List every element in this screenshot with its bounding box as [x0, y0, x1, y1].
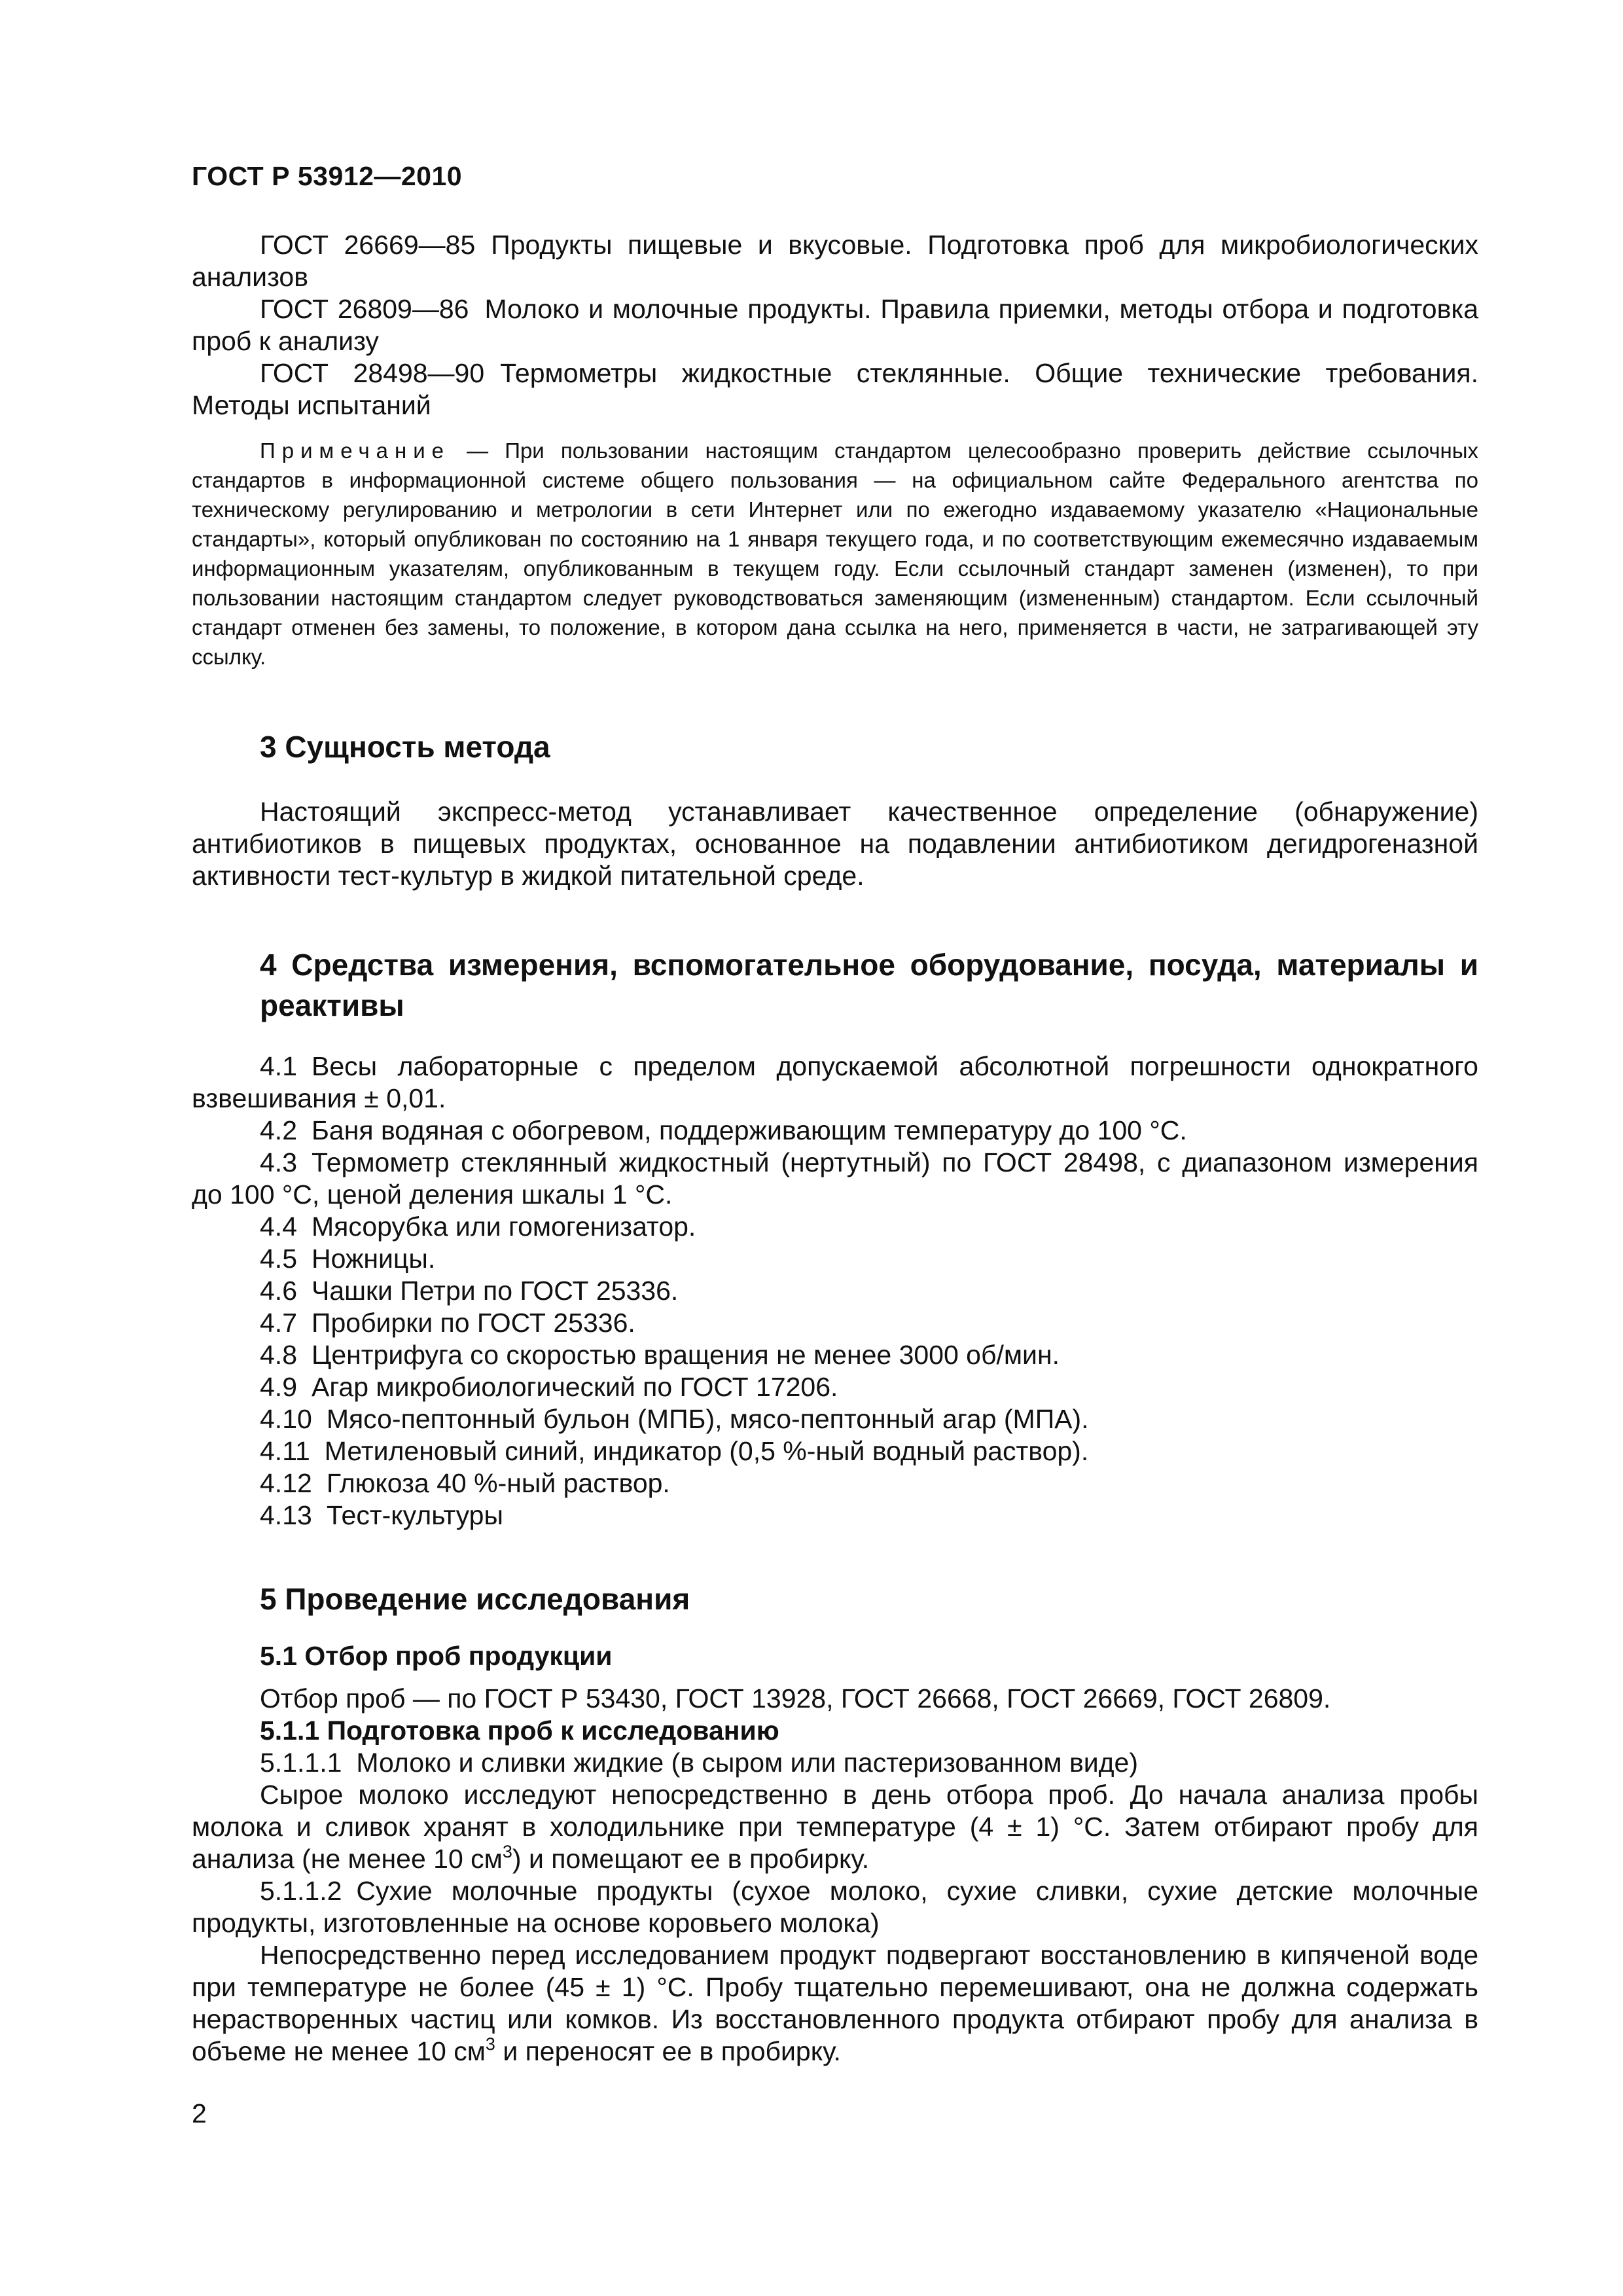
- reference-title: Термометры жидкостные стеклянные. Общие технические требования. Методы испытаний: [192, 358, 1478, 420]
- clause-text: Непосредственно перед исследованием продукт подвергают восстановлению в кипяченой воде при температуре не более (45 ± 1) °С. Пробу тщательно перемешивают, она не должна содержать нерастворенных частиц или комков. Из восстановленного продукта отбирают пробу для анализа в объеме не менее 10 см: [192, 1940, 1478, 2066]
- item-number: 4.9: [260, 1372, 297, 1402]
- item-number: 4.6: [260, 1276, 297, 1306]
- item-text: Мясо-пептонный бульон (МПБ), мясо-пептонный агар (МПА).: [326, 1404, 1089, 1434]
- reference-entry: [192, 293, 1478, 357]
- list-item: [192, 1243, 1478, 1275]
- clause-text-end: ) и помещают ее в пробирку.: [512, 1844, 870, 1874]
- clause-5-1-1-1-text: [192, 1779, 1478, 1875]
- section-3-text: Настоящий экспресс-метод устанавливает качественное определение (обнаружение) антибиотиков в пищевых продуктах, основанное на подавлении антибиотиком дегидрогеназной активности тест-культур в жидкой питательной среде.: [192, 797, 1478, 891]
- list-item: [192, 1211, 1478, 1243]
- document-body: [192, 229, 1478, 2068]
- reference-entry: [192, 357, 1478, 422]
- item-text: Мясорубка или гомогенизатор.: [312, 1211, 696, 1242]
- clause-number: 5.1.1.1: [260, 1748, 342, 1778]
- item-number: 4.5: [260, 1244, 297, 1274]
- clause-number: 5.1.1.2: [260, 1876, 342, 1906]
- clause-5-1-1-2-text: [192, 1939, 1478, 2068]
- item-text: Чашки Петри по ГОСТ 25336.: [312, 1276, 679, 1306]
- item-text: Глюкоза 40 %-ный раствор.: [326, 1468, 670, 1498]
- reference-title: Продукты пищевые и вкусовые. Подготовка проб для микробиологических анализов: [192, 230, 1478, 292]
- reference-code: ГОСТ 28498—90: [260, 358, 485, 388]
- subsection-5-1-1-heading: 5.1.1 Подготовка проб к исследованию: [260, 1715, 779, 1746]
- list-item: [192, 1467, 1478, 1499]
- section-4-heading: 4 Средства измерения, вспомогательное оборудование, посуда, материалы и реактивы: [260, 948, 1478, 1022]
- superscript: 3: [502, 1842, 512, 1861]
- equipment-list: [192, 1050, 1478, 1532]
- clause-title: Молоко и сливки жидкие (в сыром или пастеризованном виде): [356, 1748, 1139, 1778]
- note-paragraph: [192, 436, 1478, 672]
- subsection-5-1-heading: 5.1 Отбор проб продукции: [260, 1641, 613, 1671]
- item-text: Тест-культуры: [326, 1500, 503, 1530]
- list-item: [192, 1339, 1478, 1371]
- item-text: Метиленовый синий, индикатор (0,5 %-ный водный раствор).: [324, 1436, 1089, 1466]
- reference-code: ГОСТ 26809—86: [260, 294, 469, 324]
- list-item: [192, 1115, 1478, 1147]
- item-number: 4.10: [260, 1404, 312, 1434]
- item-text: Ножницы.: [312, 1244, 436, 1274]
- section-5-heading: 5 Проведение исследования: [260, 1582, 690, 1616]
- item-number: 4.8: [260, 1340, 297, 1370]
- item-number: 4.2: [260, 1115, 297, 1145]
- item-number: 4.4: [260, 1211, 297, 1242]
- standard-header: ГОСТ Р 53912—2010: [192, 161, 463, 191]
- item-number: 4.3: [260, 1147, 297, 1177]
- list-item: [192, 1435, 1478, 1467]
- subsection-5-1-text: Отбор проб — по ГОСТ Р 53430, ГОСТ 13928, ГОСТ 26668, ГОСТ 26669, ГОСТ 26809.: [260, 1683, 1331, 1713]
- item-number: 4.13: [260, 1500, 312, 1530]
- item-text: Центрифуга со скоростью вращения не менее 3000 об/мин.: [312, 1340, 1060, 1370]
- list-item: [192, 1403, 1478, 1435]
- item-text: Агар микробиологический по ГОСТ 17206.: [312, 1372, 838, 1402]
- list-item: [192, 1371, 1478, 1403]
- item-text: Весы лабораторные с пределом допускаемой абсолютной погрешности однократного взвешивания ± 0,01.: [192, 1051, 1478, 1113]
- clause-5-1-1-1-title: [192, 1747, 1478, 1779]
- item-text: Пробирки по ГОСТ 25336.: [312, 1308, 635, 1338]
- reference-entry: [192, 229, 1478, 293]
- list-item: [192, 1050, 1478, 1115]
- section-3-heading: 3 Сущность метода: [260, 730, 550, 764]
- clause-text: Сырое молоко исследуют непосредственно в день отбора проб. До начала анализа пробы молока и сливок хранят в холодильнике при температуре (4 ± 1) °С. Затем отбирают пробу для анализа (не менее 10 см: [192, 1780, 1478, 1874]
- item-number: 4.1: [260, 1051, 297, 1081]
- item-text: Баня водяная с обогревом, поддерживающим температуру до 100 °С.: [312, 1115, 1187, 1145]
- list-item: [192, 1147, 1478, 1211]
- item-text: Термометр стеклянный жидкостный (нертутный) по ГОСТ 28498, с диапазоном измерения до 100 °С, ценой деления шкалы 1 °С.: [192, 1147, 1478, 1210]
- list-item: [192, 1275, 1478, 1307]
- clause-text-end: и переносят ее в пробирку.: [495, 2036, 841, 2066]
- clause-title: Сухие молочные продукты (сухое молоко, сухие сливки, сухие детские молочные продукты, изготовленные на основе коровьего молока): [192, 1876, 1478, 1938]
- superscript: 3: [485, 2034, 495, 2054]
- reference-title: Молоко и молочные продукты. Правила приемки, методы отбора и подготовка проб к анализу: [192, 294, 1478, 356]
- page-number: 2: [192, 2098, 207, 2128]
- list-item: [192, 1307, 1478, 1339]
- note-label: Примечание: [260, 439, 451, 463]
- item-number: 4.12: [260, 1468, 312, 1498]
- reference-code: ГОСТ 26669—85: [260, 230, 476, 260]
- item-number: 4.11: [260, 1436, 310, 1466]
- note-text: — При пользовании настоящим стандартом целесообразно проверить действие ссылочных стандартов в информационной системе общего пользования — на официальном сайте Федерального агентства по техническому регулированию и метрологии в сети Интернет или по ежегодно издаваемому указателю «Национальные стандарты», который опубликован по состоянию на 1 января текущего года, и по соответствующим ежемесячно издаваемым информационным указателям, опубликованным в текущем году. Если ссылочный стандарт заменен (изменен), то при пользовании настоящим стандартом следует руководствоваться заменяющим (измененным) стандартом. Если ссылочный стандарт отменен без замены, то положение, в котором дана ссылка на него, применяется в части, не затрагивающей эту ссылку.: [192, 439, 1478, 669]
- item-number: 4.7: [260, 1308, 297, 1338]
- list-item: [192, 1499, 1478, 1532]
- clause-5-1-1-2-title: [192, 1875, 1478, 1939]
